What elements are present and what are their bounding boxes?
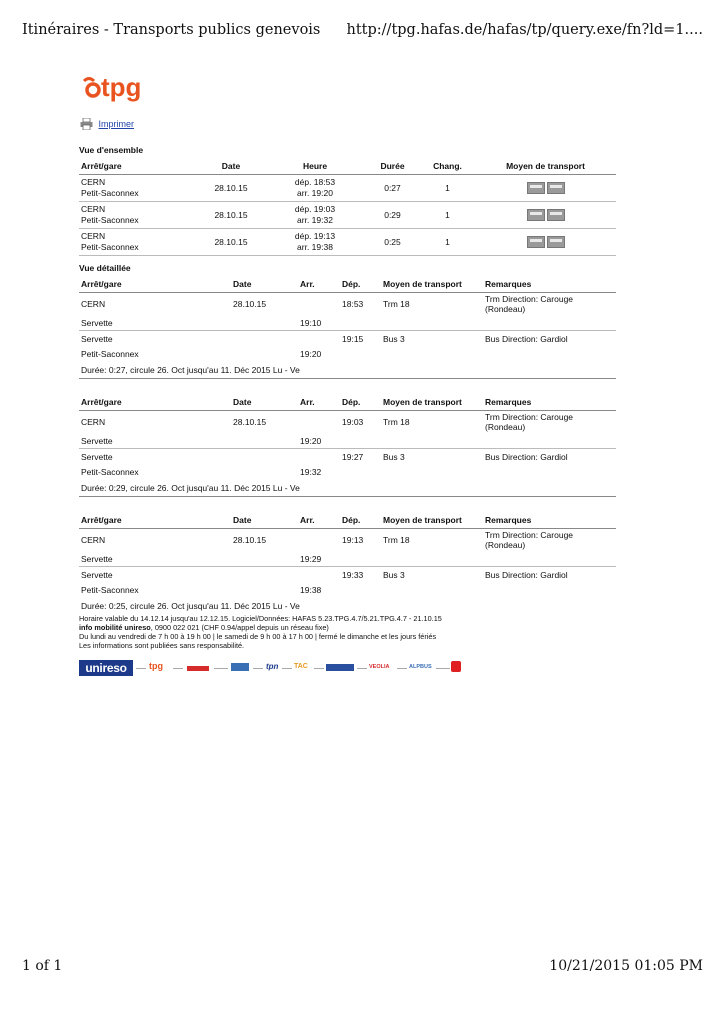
remark-cell: Trm Direction: Carouge (Rondeau) xyxy=(485,412,574,432)
date-cell: 28.10.15 xyxy=(233,299,267,309)
date-cell xyxy=(231,315,298,331)
dep-cell: 18:53 xyxy=(342,299,364,309)
dep-cell xyxy=(340,315,381,331)
duration-cell: 0:25 xyxy=(365,229,420,256)
changes-cell: 1 xyxy=(420,229,475,256)
browser-print-footer xyxy=(22,958,703,978)
detail-header-row xyxy=(79,276,616,293)
to-stop: Petit-Saconnex xyxy=(81,188,139,198)
overview-header-row xyxy=(79,158,616,175)
col-means: Moyen de transport xyxy=(381,394,483,411)
dep-cell: 19:15 xyxy=(342,333,364,344)
dep-cell: 19:13 xyxy=(342,535,364,545)
tpg-logo xyxy=(82,70,162,102)
date-cell xyxy=(231,551,298,567)
stop-cell xyxy=(79,202,197,229)
overview-table xyxy=(79,158,616,256)
info-label: info mobilité unireso xyxy=(79,623,151,632)
ter-logo xyxy=(326,664,354,671)
tram-icon xyxy=(527,182,545,194)
info-phone: , 0900 022 021 (CHF 0.94/appel depuis un réseau fixe) xyxy=(150,623,329,632)
stop-cell: Servette xyxy=(79,433,231,449)
stop-cell: Petit-Saconnex xyxy=(81,348,139,359)
stop-cell: CERN xyxy=(81,417,106,427)
arr-time: arr. 19:38 xyxy=(297,242,333,252)
tpg-partner-logo: tpg xyxy=(149,661,163,671)
overview-title: Vue d'ensemble xyxy=(79,145,144,155)
means-cell: Trm 18 xyxy=(383,417,410,427)
detail-table-3 xyxy=(79,512,616,614)
info-line xyxy=(79,623,479,632)
date-cell: 28.10.15 xyxy=(197,229,265,256)
from-stop: CERN xyxy=(81,231,106,241)
detail-section xyxy=(79,263,616,614)
remark-cell: Trm Direction: Carouge (Rondeau) xyxy=(485,294,574,314)
col-stop: Arrêt/gare xyxy=(79,394,231,411)
col-means: Moyen de transport xyxy=(475,158,616,175)
dep-time: dép. 19:03 xyxy=(294,204,336,214)
col-remarks: Remarques xyxy=(483,394,616,411)
date-cell xyxy=(231,331,298,347)
overview-row[interactable] xyxy=(79,175,616,202)
means-cell xyxy=(381,464,483,479)
bus-icon xyxy=(547,209,565,221)
date-cell: 28.10.15 xyxy=(233,535,267,545)
page-title: Itinéraires - Transports publics genevois xyxy=(22,22,321,38)
col-date: Date xyxy=(197,158,265,175)
time-cell xyxy=(265,175,365,202)
remark-cell xyxy=(483,464,616,479)
from-stop: CERN xyxy=(81,204,106,214)
stop-cell: Petit-Saconnex xyxy=(81,466,139,477)
disclaimer-line: Les informations sont publiées sans responsabilité. xyxy=(79,641,245,650)
detail-title: Vue détaillée xyxy=(79,263,131,273)
remark-cell xyxy=(483,346,616,361)
remark-cell: Bus Direction: Gardiol xyxy=(485,333,568,344)
means-cell xyxy=(381,315,483,331)
col-arr: Arr. xyxy=(298,512,340,529)
col-date: Date xyxy=(231,512,298,529)
date-cell xyxy=(231,464,298,479)
fine-print xyxy=(79,614,479,650)
arr-cell: 19:20 xyxy=(300,348,322,359)
detail-table-1 xyxy=(79,276,616,379)
dep-cell xyxy=(340,346,381,361)
leg-departure-row xyxy=(79,449,616,465)
remark-cell: Bus Direction: Gardiol xyxy=(485,569,568,580)
detail-header-row xyxy=(79,394,616,411)
col-dep: Dép. xyxy=(340,394,381,411)
sbb-logo xyxy=(187,666,209,671)
changes-cell: 1 xyxy=(420,202,475,229)
browser-print-header xyxy=(22,22,703,42)
col-arr: Arr. xyxy=(298,276,340,293)
date-cell: 28.10.15 xyxy=(197,202,265,229)
partner-divider xyxy=(136,668,146,669)
connection-summary-row xyxy=(79,361,616,379)
tac-logo: TAC xyxy=(294,663,308,670)
arr-cell: 19:10 xyxy=(298,315,340,331)
veolia-logo: VEOLIA xyxy=(369,664,390,670)
stop-cell: Servette xyxy=(81,569,113,580)
remark-cell xyxy=(483,315,616,331)
partner-divider xyxy=(282,668,292,669)
means-cell: Trm 18 xyxy=(383,535,410,545)
overview-row[interactable] xyxy=(79,202,616,229)
dep-cell: 19:33 xyxy=(342,569,364,580)
means-cell: Bus 3 xyxy=(383,569,405,580)
overview-row[interactable] xyxy=(79,229,616,256)
to-stop: Petit-Saconnex xyxy=(81,242,139,252)
arr-cell xyxy=(298,293,340,316)
bus-icon xyxy=(547,182,565,194)
stop-cell: Petit-Saconnex xyxy=(81,584,139,595)
means-cell xyxy=(381,582,483,597)
date-cell xyxy=(231,582,298,597)
partner-divider xyxy=(214,668,228,669)
col-remarks: Remarques xyxy=(483,512,616,529)
dep-time: dép. 18:53 xyxy=(294,177,336,187)
time-cell xyxy=(265,202,365,229)
leg-arrival-row xyxy=(79,464,616,479)
partner-divider xyxy=(436,668,450,669)
remark-cell xyxy=(483,433,616,449)
means-cell xyxy=(475,175,616,202)
connection-summary-row xyxy=(79,597,616,614)
dep-cell xyxy=(340,433,381,449)
stop-cell: CERN xyxy=(81,299,106,309)
means-cell xyxy=(475,202,616,229)
arr-cell xyxy=(298,411,340,434)
means-cell xyxy=(381,346,483,361)
partner-divider xyxy=(253,668,263,669)
arr-cell: 19:20 xyxy=(298,433,340,449)
leg-arrival-row xyxy=(79,346,616,361)
remark-cell: Bus Direction: Gardiol xyxy=(485,451,568,462)
dep-cell xyxy=(340,551,381,567)
remark-cell: Trm Direction: Carouge (Rondeau) xyxy=(485,530,574,550)
print-datetime: 10/21/2015 01:05 PM xyxy=(549,958,703,974)
bus-icon xyxy=(547,236,565,248)
tpn-logo: tpn xyxy=(266,662,279,671)
stop-cell: Servette xyxy=(79,315,231,331)
arr-cell xyxy=(298,529,340,552)
leg-arrival-row xyxy=(79,315,616,331)
dep-cell: 19:27 xyxy=(342,451,364,462)
stop-cell: Servette xyxy=(81,333,113,344)
col-time: Heure xyxy=(265,158,365,175)
means-cell xyxy=(381,433,483,449)
col-stop: Arrêt/gare xyxy=(79,158,197,175)
col-stop: Arrêt/gare xyxy=(79,512,231,529)
col-means: Moyen de transport xyxy=(381,276,483,293)
col-date: Date xyxy=(231,276,298,293)
arr-cell: 19:32 xyxy=(300,466,322,477)
means-cell: Bus 3 xyxy=(383,451,405,462)
stop-cell: CERN xyxy=(81,535,106,545)
stop-cell xyxy=(79,175,197,202)
means-cell: Bus 3 xyxy=(383,333,405,344)
connection-summary: Durée: 0:25, circule 26. Oct jusqu'au 11. Déc 2015 Lu - Ve xyxy=(81,600,300,611)
geneva-logo xyxy=(451,661,461,672)
alpbus-logo: ALPBUS xyxy=(409,664,432,670)
tram-icon xyxy=(527,209,545,221)
stop-cell xyxy=(79,229,197,256)
leg-departure-row xyxy=(79,411,616,434)
duration-cell: 0:27 xyxy=(365,175,420,202)
col-duration: Durée xyxy=(365,158,420,175)
remark-cell xyxy=(483,551,616,567)
partner-divider xyxy=(173,668,183,669)
leg-departure-row xyxy=(79,293,616,316)
means-cell xyxy=(475,229,616,256)
partner-divider xyxy=(357,668,367,669)
date-cell xyxy=(231,346,298,361)
leg-departure-row xyxy=(79,529,616,552)
col-arr: Arr. xyxy=(298,394,340,411)
mouettes-logo xyxy=(231,663,249,671)
arr-time: arr. 19:32 xyxy=(297,215,333,225)
arr-cell xyxy=(298,567,340,583)
print-link-container[interactable] xyxy=(80,118,134,130)
duration-cell: 0:29 xyxy=(365,202,420,229)
col-stop: Arrêt/gare xyxy=(79,276,231,293)
overview-section xyxy=(79,145,616,256)
connection-summary-row xyxy=(79,479,616,497)
detail-header-row xyxy=(79,512,616,529)
col-changes: Chang. xyxy=(420,158,475,175)
connection-summary: Durée: 0:29, circule 26. Oct jusqu'au 11. Déc 2015 Lu - Ve xyxy=(79,479,616,497)
date-cell: 28.10.15 xyxy=(233,417,267,427)
print-link[interactable]: Imprimer xyxy=(98,119,135,129)
date-cell: 28.10.15 xyxy=(197,175,265,202)
col-remarks: Remarques xyxy=(483,276,616,293)
hours-line: Du lundi au vendredi de 7 h 00 à 19 h 00 | le samedi de 9 h 00 à 17 h 00 | fermé le dimanche et les jours fériés xyxy=(79,632,437,641)
col-dep: Dép. xyxy=(340,276,381,293)
date-cell xyxy=(231,433,298,449)
time-cell xyxy=(265,229,365,256)
means-cell: Trm 18 xyxy=(383,299,410,309)
to-stop: Petit-Saconnex xyxy=(81,215,139,225)
leg-departure-row xyxy=(79,331,616,347)
col-dep: Dép. xyxy=(340,512,381,529)
leg-arrival-row xyxy=(79,433,616,449)
validity-line: Horaire valable du 14.12.14 jusqu'au 12.12.15. Logiciel/Données: HAFAS 5.23.TPG.4.7/5.21.TPG.4.7 - 21.10.15 xyxy=(79,614,442,623)
stop-cell: Servette xyxy=(79,551,231,567)
page-count: 1 of 1 xyxy=(22,958,63,974)
detail-table-2 xyxy=(79,394,616,497)
date-cell xyxy=(231,567,298,583)
remark-cell xyxy=(483,582,616,597)
connection-summary: Durée: 0:27, circule 26. Oct jusqu'au 11. Déc 2015 Lu - Ve xyxy=(79,361,616,379)
arr-cell: 19:29 xyxy=(298,551,340,567)
dep-cell: 19:03 xyxy=(342,417,364,427)
printer-icon xyxy=(80,118,93,130)
leg-departure-row xyxy=(79,567,616,583)
stop-cell: Servette xyxy=(81,451,113,462)
arr-cell xyxy=(298,449,340,465)
partner-logos xyxy=(79,660,464,676)
page-url: http://tpg.hafas.de/hafas/tp/query.exe/fn?ld=1.... xyxy=(346,22,703,38)
unireso-logo: unireso xyxy=(79,660,133,676)
partner-divider xyxy=(314,668,324,669)
tpg-logo-text: tpg xyxy=(101,72,142,102)
from-stop: CERN xyxy=(81,177,106,187)
arr-time: arr. 19:20 xyxy=(297,188,333,198)
arr-cell: 19:38 xyxy=(300,584,322,595)
leg-arrival-row xyxy=(79,551,616,567)
changes-cell: 1 xyxy=(420,175,475,202)
tram-icon xyxy=(527,236,545,248)
dep-time: dép. 19:13 xyxy=(294,231,336,241)
dep-cell xyxy=(340,582,381,597)
date-cell xyxy=(231,449,298,465)
means-cell xyxy=(381,551,483,567)
partner-divider xyxy=(397,668,407,669)
col-means: Moyen de transport xyxy=(381,512,483,529)
col-date: Date xyxy=(231,394,298,411)
dep-cell xyxy=(340,464,381,479)
leg-arrival-row xyxy=(79,582,616,597)
arr-cell xyxy=(298,331,340,347)
